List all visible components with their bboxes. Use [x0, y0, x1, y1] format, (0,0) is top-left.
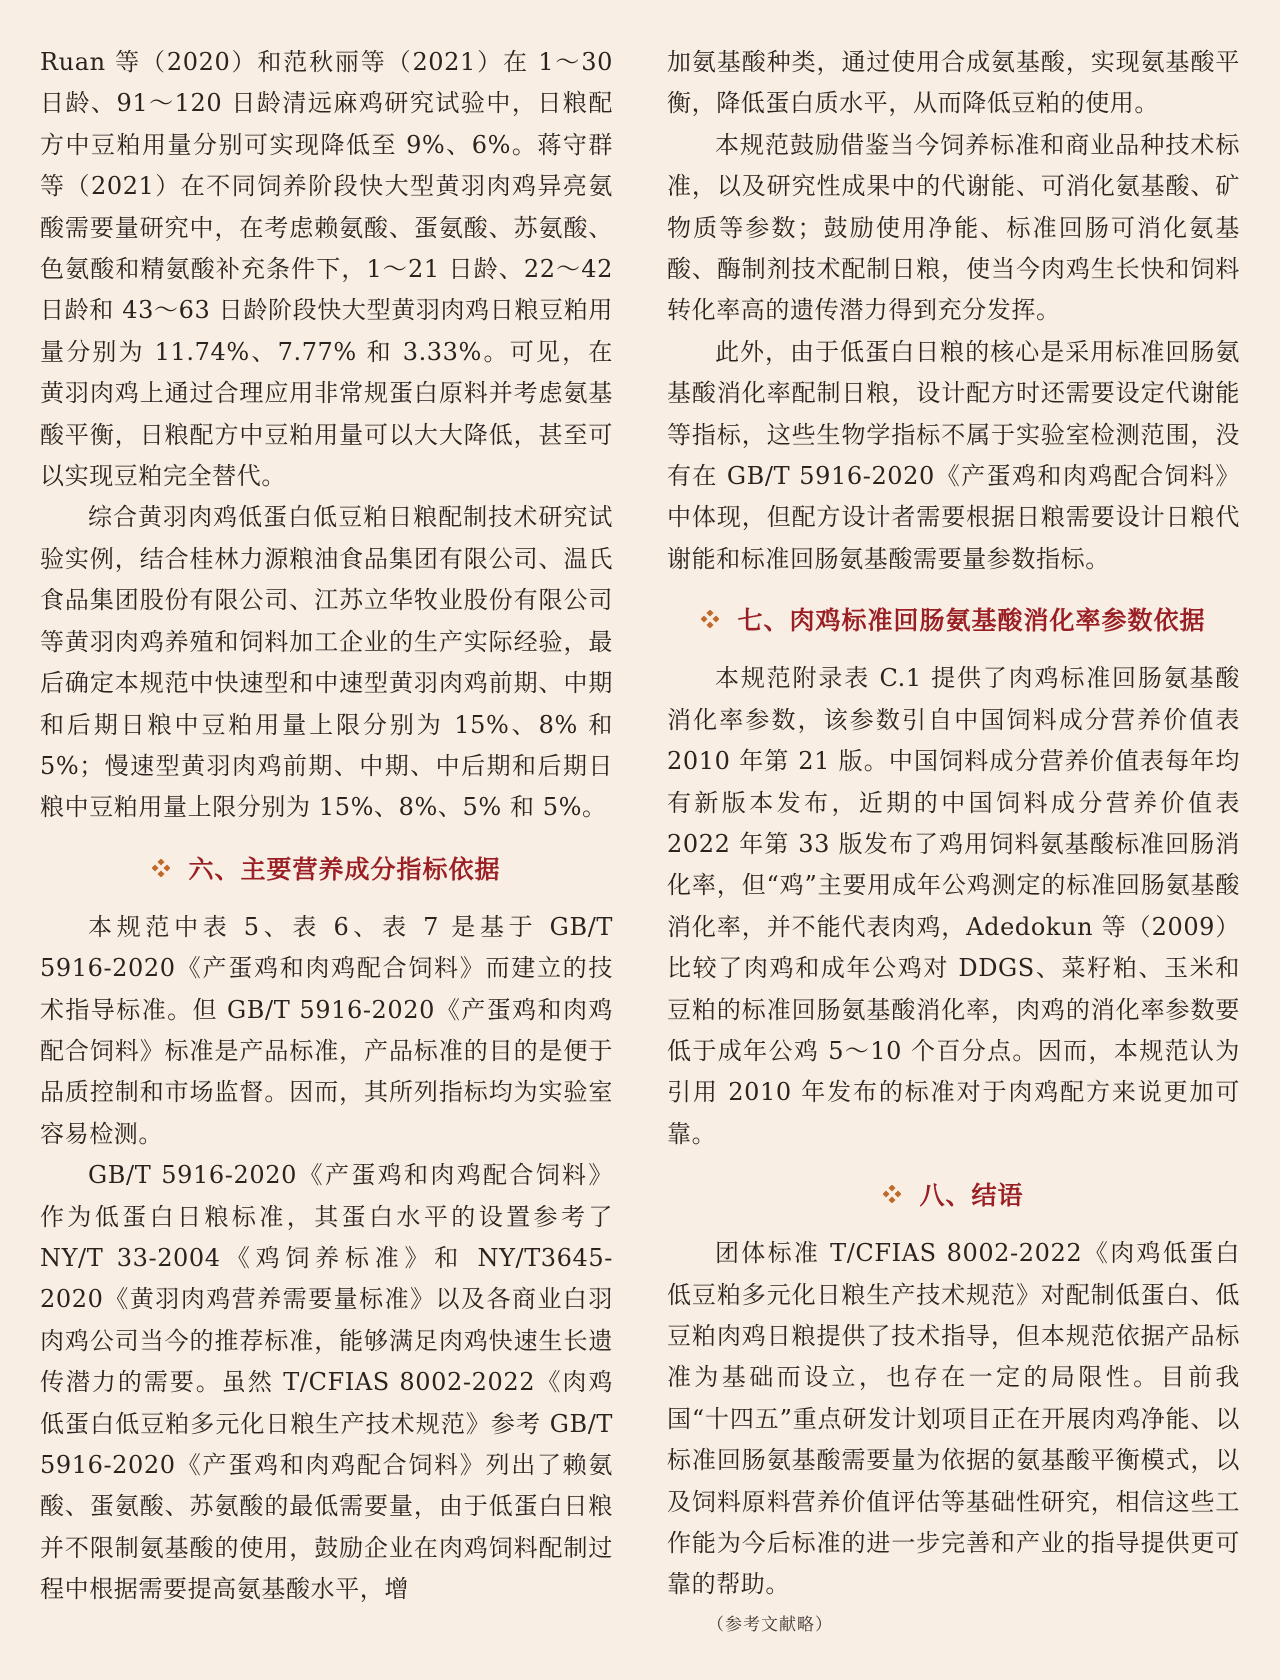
section-heading — [40, 839, 613, 897]
section-heading-label: 八、结语 — [919, 1181, 1024, 1211]
diamond-flower-icon — [152, 859, 170, 877]
left-column — [40, 42, 613, 1680]
section-heading-label: 六、主要营养成分指标依据 — [188, 854, 501, 884]
section-heading-label: 七、肉鸡标准回肠氨基酸消化率参数依据 — [737, 606, 1206, 636]
paragraph: 本规范中表 5、表 6、表 7 是基于 GB/T 5916-2020《产蛋鸡和肉鸡配合饲料》而建立的技术指导标准。但 GB/T 5916-2020《产蛋鸡和肉鸡配合饲料》标准是产品标准，产品标准的目的是便于品质控制和市场监督。因而，其所列指标均为实验室容易检测。 — [40, 912, 613, 1148]
references-note: （参考文献略） — [707, 1614, 833, 1635]
paragraph: 此外，由于低蛋白日粮的核心是采用标准回肠氨基酸消化率配制日粮，设计配方时还需要设定代谢能等指标，这些生物学指标不属于实验室检测范围，没有在 GB/T 5916-2020《产蛋鸡和肉鸡配合饲料》中体现，但配方设计者需要根据日粮需要设计日粮代谢能和标准回肠氨基酸需要量参数指标。 — [667, 337, 1240, 573]
diamond-flower-icon — [883, 1185, 901, 1203]
right-column — [667, 42, 1240, 1680]
paragraph: 加氨基酸种类，通过使用合成氨基酸，实现氨基酸平衡，降低蛋白质水平，从而降低豆粕的使用。 — [667, 48, 1240, 118]
section-heading — [667, 590, 1240, 648]
paragraph: 本规范附录表 C.1 提供了肉鸡标准回肠氨基酸消化率参数，该参数引自中国饲料成分营养价值表 2010 年第 21 版。中国饲料成分营养价值表每年均有新版本发布，近期的中国饲料成分营养价值表 2022 年第 33 版发布了鸡用饲料氨基酸标准回肠消化率，但“鸡”主要用成年公鸡测定的标准回肠氨基酸消化率，并不能代表肉鸡，Adedokun 等（2009）比较了肉鸡和成年公鸡对 DDGS、菜籽粕、玉米和豆粕的标准回肠氨基酸消化率，肉鸡的消化率参数要低于成年公鸡 5～10 个百分点。因而，本规范认为引用 2010 年发布的标准对于肉鸡配方来说更加可靠。 — [667, 664, 1240, 1148]
paragraph: 团体标准 T/CFIAS 8002-2022《肉鸡低蛋白低豆粕多元化日粮生产技术规范》对配制低蛋白、低豆粕肉鸡日粮提供了技术指导，但本规范依据产品标准为基础而设立，也存在一定的局限性。目前我国“十四五”重点研发计划项目正在开展肉鸡净能、以标准回肠氨基酸需要量为依据的氨基酸平衡模式，以及饲料原料营养价值评估等基础性研究，相信这些工作能为今后标准的进一步完善和产业的指导提供更可靠的帮助。 — [667, 1239, 1240, 1599]
paragraph: Ruan 等（2020）和范秋丽等（2021）在 1～30 日龄、91～120 日龄清远麻鸡研究试验中，日粮配方中豆粕用量分别可实现降低至 9%、6%。蒋守群等（2021）在不同饲养阶段快大型黄羽肉鸡异亮氨酸需要量研究中，在考虑赖氨酸、蛋氨酸、苏氨酸、色氨酸和精氨酸补充条件下，1～21 日龄、22～42 日龄和 43～63 日龄阶段快大型黄羽肉鸡日粮豆粕用量分别为 11.74%、7.77% 和 3.33%。可见，在黄羽肉鸡上通过合理应用非常规蛋白原料并考虑氨基酸平衡，日粮配方中豆粕用量可以大大降低，甚至可以实现豆粕完全替代。 — [40, 48, 613, 491]
paragraph: 本规范鼓励借鉴当今饲养标准和商业品种技术标准，以及研究性成果中的代谢能、可消化氨基酸、矿物质等参数；鼓励使用净能、标准回肠可消化氨基酸、酶制剂技术配制日粮，使当今肉鸡生长快和饲料转化率高的遗传潜力得到充分发挥。 — [667, 130, 1240, 325]
paragraph: 综合黄羽肉鸡低蛋白低豆粕日粮配制技术研究试验实例，结合桂林力源粮油食品集团有限公司、温氏食品集团股份有限公司、江苏立华牧业股份有限公司等黄羽肉鸡养殖和饲料加工企业的生产实际经验，最后确定本规范中快速型和中速型黄羽肉鸡前期、中期和后期日粮中豆粕用量上限分别为 15%、8% 和 5%；慢速型黄羽肉鸡前期、中期、中后期和后期日粮中豆粕用量上限分别为 15%、8%、5% 和 5%。 — [40, 503, 613, 822]
paragraph: GB/T 5916-2020《产蛋鸡和肉鸡配合饲料》作为低蛋白日粮标准，其蛋白水平的设置参考了 NY/T 33-2004《鸡饲养标准》和 NY/T3645-2020《黄羽肉鸡营养需要量标准》以及各商业白羽肉鸡公司当今的推荐标准，能够满足肉鸡快速生长遗传潜力的需要。虽然 T/CFIAS 8002-2022《肉鸡低蛋白低豆粕多元化日粮生产技术规范》参考 GB/T 5916-2020《产蛋鸡和肉鸡配合饲料》列出了赖氨酸、蛋氨酸、苏氨酸的最低需要量，由于低蛋白日粮并不限制氨基酸的使用，鼓励企业在肉鸡饲料配制过程中根据需要提高氨基酸水平，增 — [40, 1161, 613, 1604]
section-heading — [667, 1165, 1240, 1223]
diamond-flower-icon — [701, 610, 719, 628]
